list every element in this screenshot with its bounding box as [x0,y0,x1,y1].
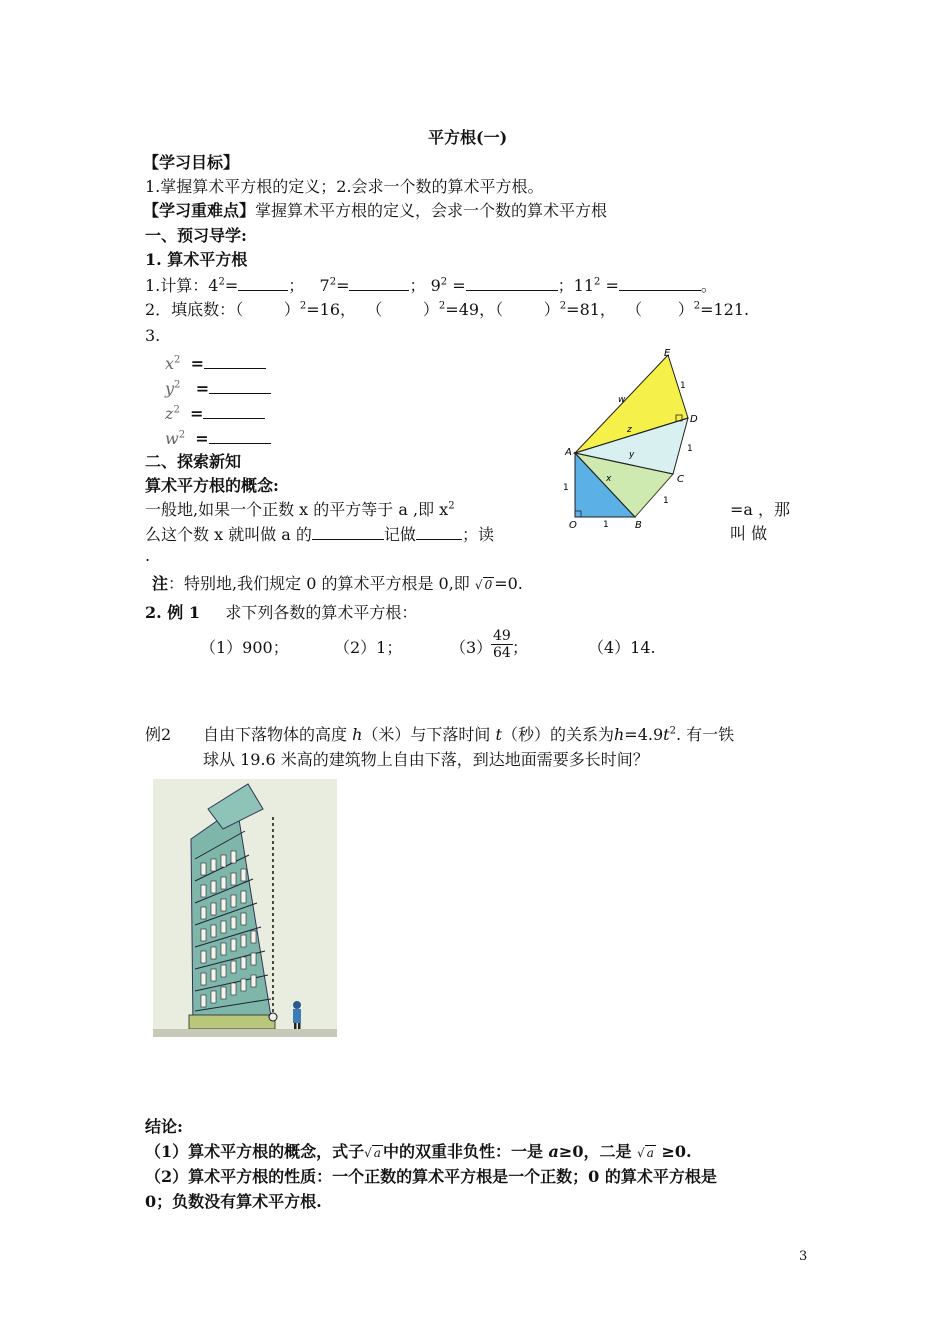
definition-text: ；读 [461,525,494,544]
section1-heading: 一、预习导学: [145,226,247,245]
figure-label: y [629,450,635,460]
sqrt-zero: √ 0 [474,578,493,592]
figure-label: O [569,520,577,530]
calc-label: 1.计算： [145,276,209,295]
goals-heading: 【学习目标】 [143,153,240,172]
note-line [152,573,523,596]
figure-label: z [627,425,632,435]
var-x: x [165,354,175,373]
key-points-line [143,200,607,222]
fill-item: =16， [306,300,357,319]
example1-item3: （3） [450,638,493,657]
fill-line: 2．填底数：（ ）$^2$=16， （ ）$^2$=49，（ ）$^2$=81， （ ）$^2$=121. [145,300,750,319]
section2-heading: 二、探索新知 [145,452,242,471]
example1-heading [145,602,417,624]
key-points-text: 掌握算术平方根的定义，会求一个数的算术平方根 [255,201,608,220]
fraction-49-64: $\frac{49}{64}$ [493,628,511,661]
var-w: w [165,429,179,448]
figure-label: A [565,447,572,458]
calc-item: 7 [319,276,330,295]
figure-label: 1 [563,483,569,493]
example1-item3-end: ； [512,638,529,657]
answer-blank[interactable] [238,274,288,291]
calc-end: 。 [700,276,717,295]
figure-label: 1 [687,444,693,454]
definition-text: 一般地,如果一个正数 x 的平方等于 a ,即 x [145,500,449,519]
answer-blank[interactable] [312,523,384,540]
ground [153,1029,337,1037]
fill-item: =49， [445,300,496,319]
fill-item: =121. [700,300,750,319]
example1-item1: （1）900； [200,638,289,657]
answer-blank[interactable] [416,523,462,540]
example2-label: 例2 [145,725,172,744]
calc-line: 1.计算：$4^2=$ ； $7^2=$ ； $9^2$ = ；$11^2$ = 。 [145,276,717,295]
definition-text: 么这个数 x 就叫做 a 的 [145,525,312,544]
definition-line3: . [145,546,151,565]
key-points-heading: 【学习重难点】 [143,201,256,220]
example1-item4: （4）14. [588,638,656,657]
var-z-line: $z^2$ = [165,402,265,425]
definition-line1-left: 一般地,如果一个正数 x 的平方等于 a ,即 $x^2$ [145,500,455,519]
page-title: 平方根(一) [428,128,508,147]
sqrt-a: √ a [364,1146,381,1160]
answer-blank[interactable] [209,377,271,394]
figure-label: 1 [663,496,669,506]
var-x-line: $x^2$ = [165,352,266,375]
note-label: 注 [152,574,169,593]
definition-line2-right: 叫 做 [730,524,768,543]
figure-label: C [677,474,684,485]
concept-title: 算术平方根的概念: [145,476,279,495]
fill-label: 2．填底数： [145,300,236,319]
figure-label: x [606,474,612,484]
conclusion-line3: 0；负数没有算术平方根. [145,1192,322,1211]
definition-line2-left [145,523,494,546]
leaning-tower-illustration [153,779,337,1037]
figure-label: E [664,348,671,359]
section1-sub-heading: 1. 算术平方根 [145,250,248,269]
example1-label: 2. 例 1 [145,603,200,622]
tower-base [189,1015,275,1029]
answer-blank[interactable] [209,427,271,444]
conclusion-line1: （1）算术平方根的概念，式子√ a 中的双重非负性：一是 a≥0，二是 √ a ≥0. [145,1141,692,1164]
example2-line1: 自由下落物体的高度 h（米）与下落时间 t（秒）的关系为$h=4.9t^2$. 有一铁 [203,725,735,744]
calc-item: 11 [573,276,595,295]
figure-label: 1 [680,381,686,391]
answer-blank[interactable] [203,402,265,419]
answer-blank[interactable] [204,352,266,369]
example1-text: 求下列各数的算术平方根： [225,603,418,622]
calc-item: 4 [208,276,219,295]
figure-label: w [618,395,626,405]
item3-label: 3. [145,326,161,345]
figure-label: 1 [603,520,609,530]
answer-blank[interactable] [349,274,409,291]
figure-label: D [690,414,698,425]
conclusion-heading: 结论: [145,1117,183,1136]
sqrt-a: √ a [637,1146,654,1160]
note-end: =0. [494,574,523,593]
var-w-line: $w^2$ = [165,427,271,450]
var-z: z [165,404,174,423]
example2-line2: 球从 19.6 米高的建筑物上自由下落，到达地面需要多长时间？ [203,750,649,769]
note-text: ：特别地,我们规定 0 的算术平方根是 0,即 [168,574,470,593]
definition-line1-right: =a ，那 [730,500,791,519]
calc-item: 9 [430,276,441,295]
page-number: 3 [799,1249,808,1264]
goals-text: 1.掌握算术平方根的定义；2.会求一个数的算术平方根。 [145,177,544,196]
figure-label: B [635,520,642,530]
square-root-spiral-figure [560,345,710,530]
var-y: y [165,379,175,398]
answer-blank[interactable] [466,274,558,291]
fill-item: =81， [566,300,616,319]
var-y-line: $y^2$ = [165,377,271,400]
definition-text: 记做 [383,525,416,544]
answer-blank[interactable] [619,274,701,291]
falling-ball [269,1013,277,1021]
example1-item2: （2）1； [334,638,403,657]
conclusion-line2: （2）算术平方根的性质：一个正数的算术平方根是一个正数；0 的算术平方根是 [145,1167,717,1186]
